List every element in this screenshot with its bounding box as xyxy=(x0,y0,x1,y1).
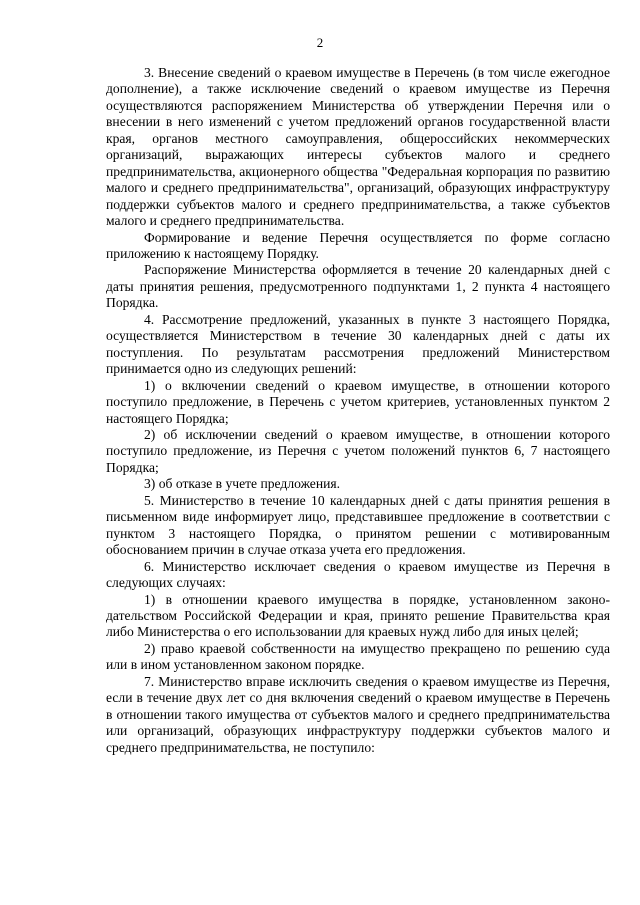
paragraph-5-notification: 5. Министерство в течение 10 календарных дней с даты принятия решения в письменном виде информирует лицо, представившее предложение в соответствии с пунктом 3 настоящего Порядка, о принятом решении с мотивированным обоснованием причин в случае отказа учета его предложения. xyxy=(106,492,610,558)
paragraph-3-inclusion: 3. Внесение сведений о краевом имуществе в Перечень (в том числе ежегодное дополнение), а также исключение сведений о краевом имуществе из Перечня осуществляются распоряжением Министерства об утверждении Перечня или о внесении в него изменений с учетом предложений органов государственной власти края, органов местного самоуправления, общероссийских некоммерческих организаций, выражающих интересы субъектов малого и среднего предпринимательства, акционерного общества "Федеральная корпорация по развитию малого и среднего предпринимательства", организаций, образующих инфраструктуру поддержки субъектов малого и среднего предпринимательства, а также субъектов малого и среднего предпринимательства. xyxy=(106,65,610,229)
paragraph-4-decision-1: 1) о включении сведений о краевом имуществе, в отношении которого поступило предложение, в Перечень с учетом критериев, установленных пунктом 2 настоящего Порядка; xyxy=(106,377,610,426)
paragraph-6-case-1: 1) в отношении краевого имущества в порядке, установленном законодательством Российской Федерации и края, принято решение Правительства края либо Министерства о его использовании для краевых нужд либо для иных целей; xyxy=(106,591,610,640)
paragraph-formation: Формирование и ведение Перечня осуществляется по форме согласно приложению к настоящему Порядку. xyxy=(106,229,610,261)
paragraph-4-review: 4. Рассмотрение предложений, указанных в пункте 3 настоящего Порядка, осуществляется Министерством в течение 30 календарных дней с даты их поступления. По результатам рассмотрения предложений Министерством принимается одно из следующих решений: xyxy=(106,311,610,377)
paragraph-order-timing: Распоряжение Министерства оформляется в течение 20 календарных дней с даты принятия решения, предусмотренного подпунктами 1, 2 пункта 4 настоящего Порядка. xyxy=(106,262,610,311)
paragraph-4-decision-3: 3) об отказе в учете предложения. xyxy=(144,476,341,492)
paragraph-7-optional-exclusion: 7. Министерство вправе исключить сведения о краевом имуществе из Перечня, если в течение двух лет со дня включения сведений о краевом имуществе в Перечень в отношении такого имущества от субъектов малого и среднего предпринимательства или организаций, образующих инфраструктуру поддержки субъектов малого и среднего предпринимательства, не поступило: xyxy=(106,673,610,755)
paragraph-6-exclusion: 6. Министерство исключает сведения о краевом имуществе из Перечня в следующих случаях: xyxy=(106,558,610,591)
paragraph-6-case-2: 2) право краевой собственности на имущество прекращено по решению суда или в ином установленном законом порядке. xyxy=(106,640,610,673)
document-body xyxy=(106,65,610,756)
page-number: 2 xyxy=(316,35,324,50)
paragraph-4-decision-2: 2) об исключении сведений о краевом имуществе, в отношении которого поступило предложение, из Перечня с учетом положений пунктов 6, 7 настоящего Порядка; xyxy=(106,426,610,475)
